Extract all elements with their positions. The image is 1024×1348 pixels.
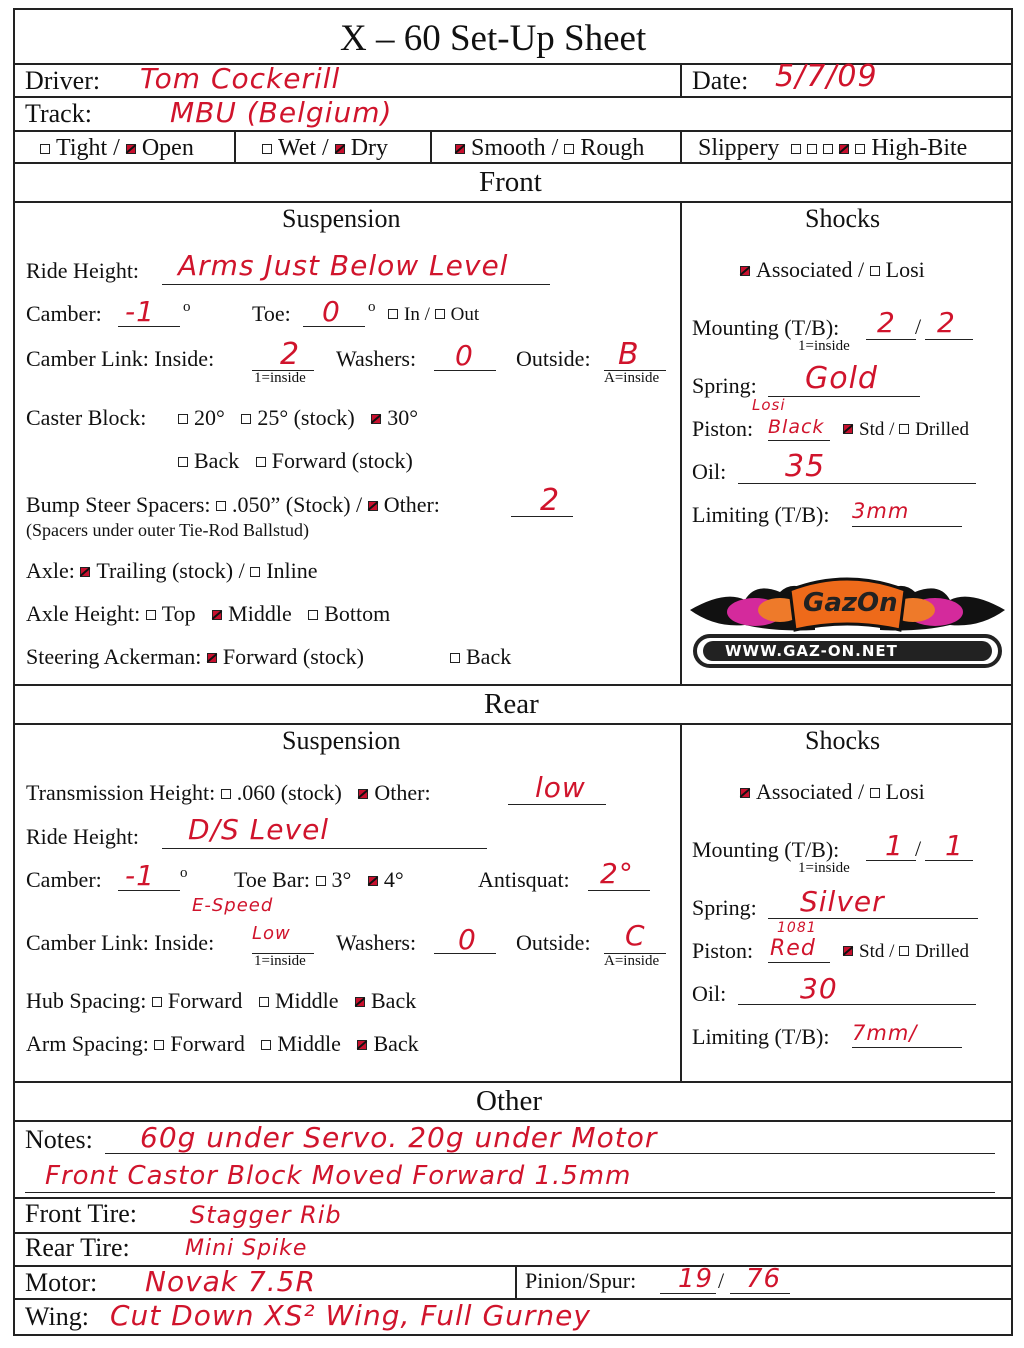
axle-height-row: Axle Height: Top Middle Bottom <box>26 601 391 626</box>
caster-position: Back Forward (stock) <box>178 450 413 472</box>
checkbox[interactable] <box>261 1040 271 1050</box>
slash: / <box>915 836 922 861</box>
checkbox[interactable] <box>316 876 326 886</box>
rear-washers-value: 0 <box>458 923 477 956</box>
front-shocks-title: Shocks <box>805 204 881 233</box>
checkbox[interactable] <box>262 144 272 154</box>
caster-options: 20° 25° (stock) 30° <box>178 407 418 429</box>
wing-label: Wing: <box>25 1302 89 1331</box>
trans-value: low <box>535 771 586 804</box>
pinion-label: Pinion/Spur: <box>525 1268 637 1293</box>
front-washers-label: Washers: <box>336 346 417 371</box>
rear-washers-label: Washers: <box>336 930 417 955</box>
rear-piston-label: Piston: <box>692 938 754 963</box>
motor-label: Motor: <box>25 1268 98 1297</box>
rear-mount-top: 1 <box>885 829 904 862</box>
front-spring-label: Spring: <box>692 373 757 398</box>
checkbox-checked[interactable] <box>80 567 90 577</box>
front-limiting-label: Limiting (T/B): <box>692 502 830 527</box>
front-limiting-value: 3mm <box>852 499 910 523</box>
ackerman-row: Steering Ackerman: Forward (stock) <box>26 644 364 669</box>
underline <box>852 526 962 527</box>
rear-camber-label: Camber: <box>26 867 102 892</box>
divider <box>13 684 1013 686</box>
rear-mounting-label: Mounting (T/B): <box>692 837 840 862</box>
checkbox[interactable] <box>216 501 226 511</box>
toe-bar-row: Toe Bar: 3° 4° <box>234 867 404 892</box>
hint: 1=inside <box>254 953 306 969</box>
front-toe-label: Toe: <box>252 301 291 326</box>
rear-oil-label: Oil: <box>692 981 727 1006</box>
slash: / <box>718 1268 725 1293</box>
checkbox-checked[interactable] <box>357 1040 367 1050</box>
checkbox[interactable] <box>241 414 251 424</box>
divider <box>13 201 1013 203</box>
underline <box>162 848 487 849</box>
motor-value: Novak 7.5R <box>145 1265 316 1298</box>
rear-oil-value: 30 <box>800 972 838 1005</box>
track-label: Track: <box>25 99 92 128</box>
checkbox[interactable] <box>256 457 266 467</box>
front-mount-bottom: 2 <box>937 306 956 339</box>
rear-suspension-title: Suspension <box>282 726 401 755</box>
degree-mark: o <box>180 865 188 881</box>
checkbox[interactable] <box>899 424 909 434</box>
checkbox[interactable] <box>259 997 269 1007</box>
degree-mark: o <box>368 299 376 315</box>
antisquat-label: Antisquat: <box>478 867 570 892</box>
bump-value: 2 <box>540 483 561 518</box>
underline <box>588 890 650 891</box>
rear-camber-link-label: Camber Link: Inside: <box>26 930 215 955</box>
wet-dry: Wet / Dry <box>262 136 388 160</box>
checkbox[interactable] <box>308 610 318 620</box>
front-tire-value: Stagger Rib <box>190 1201 342 1229</box>
date-label: Date: <box>692 66 749 95</box>
pinion-value: 19 <box>678 1264 714 1294</box>
checkbox[interactable] <box>152 997 162 1007</box>
axle-row: Axle: Trailing (stock) / Inline <box>26 558 318 583</box>
underline <box>925 339 973 340</box>
checkbox[interactable] <box>250 567 260 577</box>
rear-shocks-title: Shocks <box>805 726 881 755</box>
checkbox[interactable] <box>388 309 398 319</box>
slash: / <box>915 314 922 339</box>
wing-value: Cut Down XS² Wing, Full Gurney <box>110 1299 591 1332</box>
checkbox-checked[interactable] <box>126 144 136 154</box>
front-camber-label: Camber: <box>26 301 102 326</box>
checkbox-checked[interactable] <box>843 946 853 956</box>
divider <box>13 1081 1013 1083</box>
checkbox-checked[interactable] <box>212 610 222 620</box>
divider <box>234 130 236 162</box>
divider <box>13 130 1013 132</box>
front-spring-value: Gold <box>805 361 878 396</box>
bump-steer: Bump Steer Spacers: .050” (Stock) / Other: <box>26 492 440 517</box>
e-speed-note: E-Speed <box>192 895 274 916</box>
front-outside-value: B <box>618 337 640 372</box>
rear-outside-label: Outside: <box>516 930 591 955</box>
page-title: X – 60 Set-Up Sheet <box>340 18 647 59</box>
checkbox[interactable] <box>450 653 460 663</box>
trans-row: Transmission Height: .060 (stock) Other: <box>26 780 431 805</box>
rear-mount-bottom: 1 <box>945 829 964 862</box>
underline <box>508 804 606 805</box>
checkbox[interactable] <box>791 144 801 154</box>
checkbox-checked[interactable] <box>355 997 365 1007</box>
rear-piston-type: Std / Drilled <box>843 942 969 961</box>
front-oil-value: 35 <box>785 449 826 484</box>
checkbox[interactable] <box>807 144 817 154</box>
divider <box>13 1232 1013 1234</box>
divider <box>430 130 432 162</box>
rear-limiting-label: Limiting (T/B): <box>692 1024 830 1049</box>
front-camber-value: -1 <box>125 295 155 328</box>
checkbox[interactable] <box>564 144 574 154</box>
grip-scale: Slippery High-Bite <box>698 135 968 161</box>
underline <box>852 1047 962 1048</box>
checkbox[interactable] <box>178 457 188 467</box>
tight-open: Tight / Open <box>40 136 194 160</box>
underline <box>25 1192 995 1193</box>
front-piston-label: Piston: <box>692 416 754 441</box>
date-value: 5/7/09 <box>775 59 878 94</box>
divider <box>680 63 682 96</box>
rear-piston-value: Red <box>770 936 816 961</box>
rear-tire-value: Mini Spike <box>185 1236 308 1261</box>
rear-outside-value: C <box>625 919 646 952</box>
toe-in-out: In / Out <box>388 305 479 324</box>
divider <box>680 201 682 684</box>
gazon-logo <box>685 570 1010 670</box>
rear-spring-label: Spring: <box>692 895 757 920</box>
divider <box>13 1197 1013 1199</box>
divider <box>680 130 682 162</box>
checkbox-checked[interactable] <box>740 266 750 276</box>
divider <box>680 723 682 1081</box>
divider <box>515 1265 517 1298</box>
spur-value: 76 <box>746 1264 782 1294</box>
checkbox[interactable] <box>870 266 880 276</box>
hub-spacing-row: Hub Spacing: Forward Middle Back <box>26 988 417 1013</box>
front-ride-height-label: Ride Height: <box>26 258 140 283</box>
front-washers-value: 0 <box>455 339 474 372</box>
hint: 1=inside <box>798 338 850 354</box>
divider <box>13 723 1013 725</box>
underline <box>738 483 976 484</box>
hint: 1=inside <box>254 370 306 386</box>
checkbox-checked[interactable] <box>368 501 378 511</box>
checkbox[interactable] <box>823 144 833 154</box>
hint: 1=inside <box>798 860 850 876</box>
underline <box>738 1004 976 1005</box>
divider <box>13 96 1013 98</box>
front-camber-link-inside: 2 <box>280 337 301 372</box>
front-tire-label: Front Tire: <box>25 1199 137 1228</box>
front-ride-height-value: Arms Just Below Level <box>178 249 509 282</box>
front-suspension-title: Suspension <box>282 204 401 233</box>
front-shock-brand: Associated / Losi <box>740 259 925 281</box>
checkbox[interactable] <box>154 1040 164 1050</box>
front-piston-type: Std / Drilled <box>843 420 969 439</box>
hint: A=inside <box>604 953 660 969</box>
logo-brand: GazOn <box>803 588 898 618</box>
checkbox-checked[interactable] <box>740 788 750 798</box>
checkbox-checked[interactable] <box>207 653 217 663</box>
rear-ride-height-value: D/S Level <box>188 813 330 846</box>
checkbox-checked[interactable] <box>368 876 378 886</box>
rear-spring-value: Silver <box>800 885 885 918</box>
front-mounting-label: Mounting (T/B): <box>692 315 840 340</box>
driver-value: Tom Cockerill <box>140 62 341 95</box>
hint: A=inside <box>604 370 660 386</box>
rear-limiting-value: 7mm/ <box>852 1021 918 1045</box>
rear-camber-link-inside: Low <box>252 923 291 944</box>
notes-label: Notes: <box>25 1125 93 1154</box>
driver-label: Driver: <box>25 66 101 95</box>
front-piston-note: Losi <box>752 396 786 414</box>
ackerman-back: Back <box>450 646 511 668</box>
checkbox-checked[interactable] <box>839 144 849 154</box>
bump-note: (Spacers under outer Tie-Rod Ballstud) <box>26 520 309 540</box>
underline <box>162 284 550 285</box>
checkbox-checked[interactable] <box>371 414 381 424</box>
front-toe-value: 0 <box>322 295 341 328</box>
checkbox[interactable] <box>146 610 156 620</box>
rear-shock-brand: Associated / Losi <box>740 781 925 803</box>
rear-ride-height-label: Ride Height: <box>26 824 140 849</box>
antisquat-value: 2° <box>600 857 634 890</box>
underline <box>768 440 830 441</box>
checkbox[interactable] <box>40 144 50 154</box>
caster-label: Caster Block: <box>26 405 147 430</box>
front-mount-top: 2 <box>877 306 896 339</box>
checkbox[interactable] <box>178 414 188 424</box>
front-piston-value: Black <box>768 416 825 438</box>
front-camber-link-label: Camber Link: Inside: <box>26 346 215 371</box>
checkbox[interactable] <box>855 144 865 154</box>
underline <box>768 396 920 397</box>
front-title: Front <box>479 166 542 198</box>
checkbox-checked[interactable] <box>335 144 345 154</box>
notes-line-2: Front Castor Block Moved Forward 1.5mm <box>45 1161 632 1191</box>
checkbox-checked[interactable] <box>843 424 853 434</box>
degree-mark: o <box>183 299 191 315</box>
underline <box>866 339 916 340</box>
rear-tire-label: Rear Tire: <box>25 1233 130 1262</box>
checkbox-checked[interactable] <box>455 144 465 154</box>
front-oil-label: Oil: <box>692 459 727 484</box>
checkbox-checked[interactable] <box>358 789 368 799</box>
rear-piston-note: 1081 <box>777 920 817 936</box>
other-title: Other <box>476 1085 543 1117</box>
logo-url: WWW.GAZ-ON.NET <box>725 642 898 660</box>
rear-camber-value: -1 <box>125 859 155 892</box>
checkbox[interactable] <box>870 788 880 798</box>
notes-line-1: 60g under Servo. 20g under Motor <box>140 1121 658 1154</box>
checkbox[interactable] <box>221 789 231 799</box>
smooth-rough: Smooth / Rough <box>455 136 644 160</box>
track-value: MBU (Belgium) <box>170 96 393 129</box>
rear-title: Rear <box>484 688 539 720</box>
underline <box>768 962 830 963</box>
divider <box>13 162 1013 164</box>
checkbox[interactable] <box>435 309 445 319</box>
front-outside-label: Outside: <box>516 346 591 371</box>
underline <box>768 918 978 919</box>
checkbox[interactable] <box>899 946 909 956</box>
arm-spacing-row: Arm Spacing: Forward Middle Back <box>26 1031 419 1056</box>
